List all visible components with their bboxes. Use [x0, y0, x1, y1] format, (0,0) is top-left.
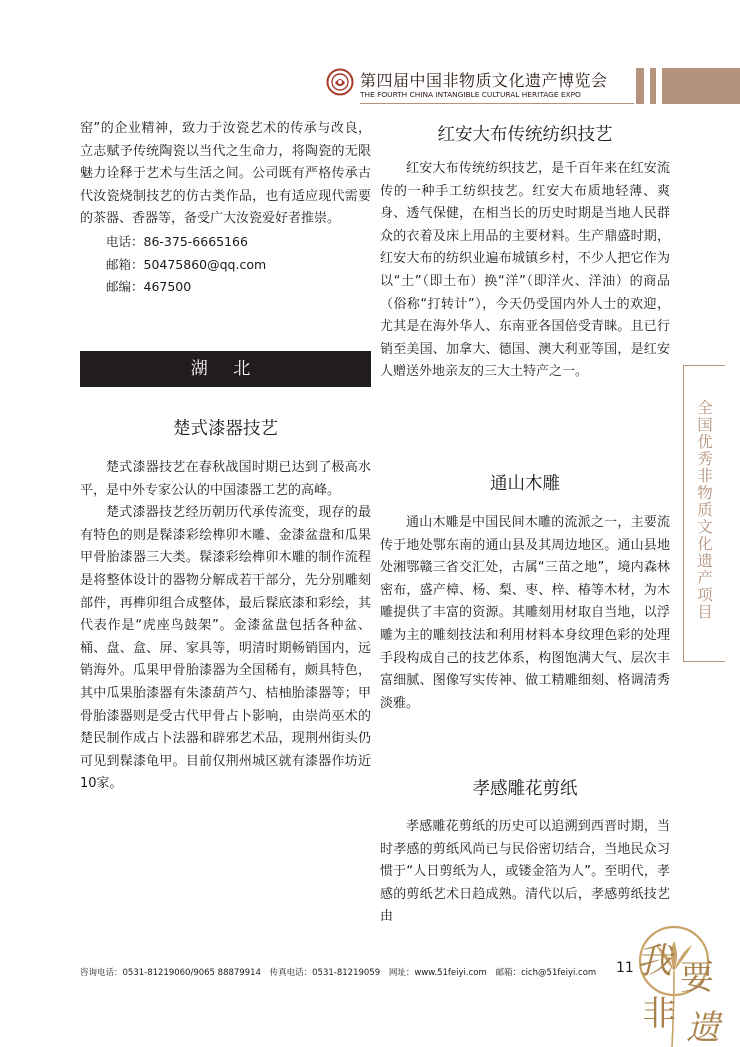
- svg-text:我: 我: [636, 941, 673, 982]
- section-title-hongan-cloth: 红安大布传统纺织技艺: [437, 125, 613, 145]
- chu-paragraph-2: 楚式漆器技艺经历朝历代承传流变，现存的最有特色的则是髹漆彩绘榫卯木雕、金漆盆盘和瓜果甲骨胎漆器三大类。髹漆彩绘榫卯木雕的制作流程是将整体设计的器物分解成若干部分，先分别雕刻部件，再榫卯组合成整体，最后髹底漆和彩绘，其代表作是“虎座鸟鼓架”。金漆盆盘包括各种盆、桶、盘、盒、屏、家具等，明清时期畅销国内，远销海外。瓜果甲骨胎漆器为全国稀有，颇具特色，其中瓜果胎漆器有朱漆葫芦勺、桔柚胎漆器等；甲骨胎漆器则是受古代甲骨占卜影响，由崇尚巫术的楚民制作成占卜法器和辟邪艺术品，现荆州街头仍可见到髹漆龟甲。目前仅荆州城区就有漆器作坊近10家。: [80, 505, 371, 792]
- section-title-xiaogan-papercut: 孝感雕花剪纸: [472, 779, 578, 799]
- chu-paragraph-1: 楚式漆器技艺在春秋战国时期已达到了极高水平，是中外专家公认的中国漆器工艺的高峰。: [80, 460, 371, 498]
- contact-email: 邮箱：50475860@qq.com: [106, 256, 267, 272]
- footer-consult-phone: 咨询电话：0531-81219060/9065 88879914: [80, 968, 261, 978]
- side-label: 全国优秀非物质文化遗产项目: [697, 399, 713, 621]
- svg-text:要: 要: [680, 958, 714, 998]
- svg-text:非: 非: [642, 994, 676, 1034]
- footer-email: 邮箱：cich@51feiyi.com: [495, 968, 597, 978]
- svg-text:遗: 遗: [686, 1008, 720, 1047]
- expo-logo-icon: [326, 68, 354, 96]
- page-number: 11: [616, 960, 634, 976]
- xiaogan-paragraph: 孝感雕花剪纸的历史可以追溯到西晋时期，当时孝感的剪纸风尚已与民俗密切结合，当地民众习惯于“人日剪纸为人，或镂金箔为人”。至明代，孝感的剪纸艺术日趋成熟。清代以后，孝感剪纸技艺由: [380, 819, 670, 925]
- contact-postcode: 邮编：467500: [106, 279, 192, 295]
- hongan-paragraph: 红安大布传统纺织技艺，是千百年来在红安流传的一种手工纺织技艺。红安大布质地轻薄、爽身、透气保健，在相当长的历史时期是当地人民群众的衣着及床上用品的主要材料。生产鼎盛时期，红安大布的纺织业遍布城镇乡村，不少人把它作为以“土”（即土布）换“洋”（即洋火、洋油）的商品（俗称“打转计”），今天仍受国内外人士的欢迎，尤其是在海外华人、东南亚各国倍受青睐。且已行销至美国、加拿大、德国、澳大利亚等国，是红安人赠送外地亲友的三大土特产之一。: [380, 161, 670, 380]
- section-title-chu-lacquer: 楚式漆器技艺: [173, 419, 278, 439]
- left-column: [80, 118, 371, 299]
- tongshan-paragraph: 通山木雕是中国民间木雕的流派之一，主要流传于地处鄂东南的通山县及其周边地区。通山县地处湘鄂赣三省交汇处，古属“三苗之地”，境内森林密布，盛产樟、杨、梨、枣、梓、椿等木材，为木雕提供了丰富的资源。其雕刻用材取自当地，以浮雕为主的雕刻技法和利用材料本身纹理色彩的处理手段构成自己的技艺体系，构图饱满大气、层次丰富细腻、图像写实传神、做工精雕细刻、格调清秀淡雅。: [380, 515, 670, 711]
- section-title-tongshan-woodcarving: 通山木雕: [490, 474, 560, 494]
- header-decor-bars: [636, 68, 740, 104]
- region-banner: 湖 北: [80, 351, 371, 387]
- contact-phone: 电话：86-375-6665166: [106, 233, 248, 249]
- chu-lacquer-body: [80, 457, 371, 796]
- footer-contacts: [80, 966, 602, 978]
- xiaogan-body: [380, 816, 670, 929]
- footer-fax: 传真电话：0531-81219059: [269, 968, 381, 978]
- expo-title-en: THE FOURTH CHINA INTANGIBLE CULTURAL HERITAGE EXPO: [360, 90, 581, 99]
- intro-paragraph: 窑”的企业精神，致力于汝瓷艺术的传承与改良，立志赋予传统陶瓷以当代之生命力，将陶瓷的无限魅力诠释于艺术与生活之间。公司既有严格传承古代汝瓷烧制技艺的仿古类作品，也有适应现代需要的茶器、香器等，备受广大汝瓷爱好者推崇。: [80, 121, 371, 227]
- header-rule: [360, 103, 634, 104]
- footer-website: 网址：www.51feiyi.com: [388, 968, 487, 978]
- lotus-calligraphy-icon: [608, 915, 740, 1047]
- hongan-body: [380, 158, 670, 384]
- expo-title-zh: 第四届中国非物质文化遗产博览会: [360, 71, 608, 90]
- tongshan-body: [380, 512, 670, 715]
